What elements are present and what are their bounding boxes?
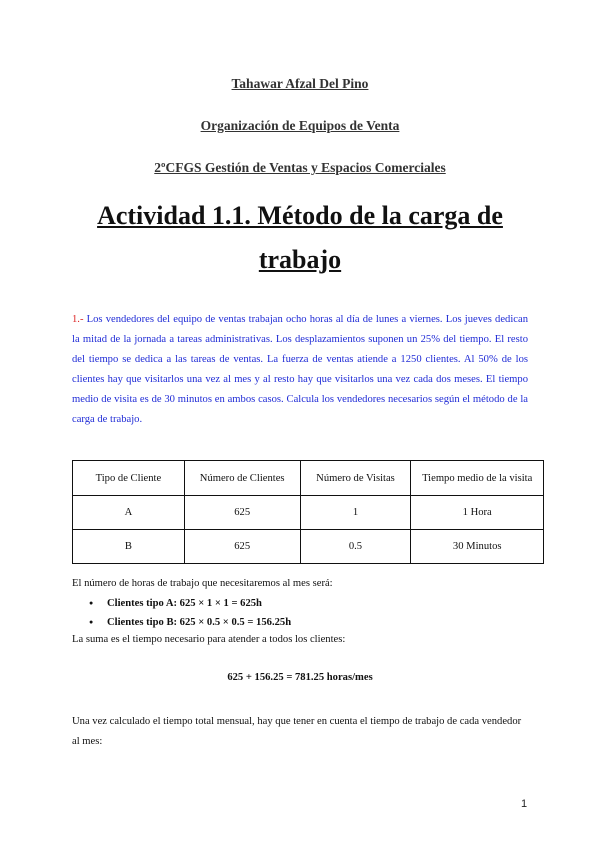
- table-cell: A: [73, 496, 185, 530]
- list-item: ● Clientes tipo B: 625 × 0.5 × 0.5 = 156.25h: [72, 613, 291, 632]
- author-name: Tahawar Afzal Del Pino: [231, 76, 369, 91]
- table-header-cell: Tiempo medio de la visita: [411, 461, 544, 496]
- course-name: 2ºCFGS Gestión de Ventas y Espacios Comerciales: [154, 160, 446, 175]
- calc-intro: El número de horas de trabajo que necesitaremos al mes será:: [72, 578, 333, 589]
- table-cell: 30 Minutos: [411, 530, 544, 564]
- table-cell: 1: [300, 496, 411, 530]
- table-header-row: [73, 461, 544, 496]
- page-title-line-1: Actividad 1.1. Método de la carga de: [97, 201, 503, 230]
- closing-text: Una vez calculado el tiempo total mensual, hay que tener en cuenta el tiempo de trabajo de cada vendedor al mes:: [72, 716, 522, 747]
- table-cell: B: [73, 530, 185, 564]
- table-cell: 625: [184, 496, 300, 530]
- calc-bullet-list: [72, 594, 291, 632]
- table-cell: 1 Hora: [411, 496, 544, 530]
- table-cell: 625: [184, 530, 300, 564]
- table-cell: 0.5: [300, 530, 411, 564]
- table-header-cell: Número de Clientes: [184, 461, 300, 496]
- total-formula: 625 + 156.25 = 781.25 horas/mes: [227, 672, 373, 683]
- page-number: 1: [521, 798, 528, 810]
- list-item: ● Clientes tipo A: 625 × 1 × 1 = 625h: [72, 594, 291, 613]
- exercise-statement: [72, 310, 528, 430]
- exercise-text: Los vendedores del equipo de ventas trabajan ocho horas al día de lunes a viernes. Los jueves dedican la mitad de la jornada a tareas administrativas. Los desplazamientos suponen un 25% del tiempo. El resto del tiempo se dedica a las tareas de ventas. La fuerza de ventas atiende a 1250 clientes. Al 50% de los clientes hay que visitarlos una vez al mes y al resto hay que visitarlos una vez cada dos meses. El tiempo medio de visita es de 30 minutos en ambos casos. Calcula los vendedores necesarios según el método de la carga de trabajo.: [72, 314, 528, 425]
- table-header-cell: Tipo de Cliente: [73, 461, 185, 496]
- client-table: [72, 460, 544, 564]
- subject-name: Organización de Equipos de Venta: [200, 118, 400, 133]
- exercise-number: 1.-: [72, 314, 84, 325]
- table-row: [73, 530, 544, 564]
- table-row: [73, 496, 544, 530]
- table-header-cell: Número de Visitas: [300, 461, 411, 496]
- sum-text: La suma es el tiempo necesario para atender a todos los clientes:: [72, 634, 346, 645]
- page-title-line-2: trabajo: [258, 245, 342, 274]
